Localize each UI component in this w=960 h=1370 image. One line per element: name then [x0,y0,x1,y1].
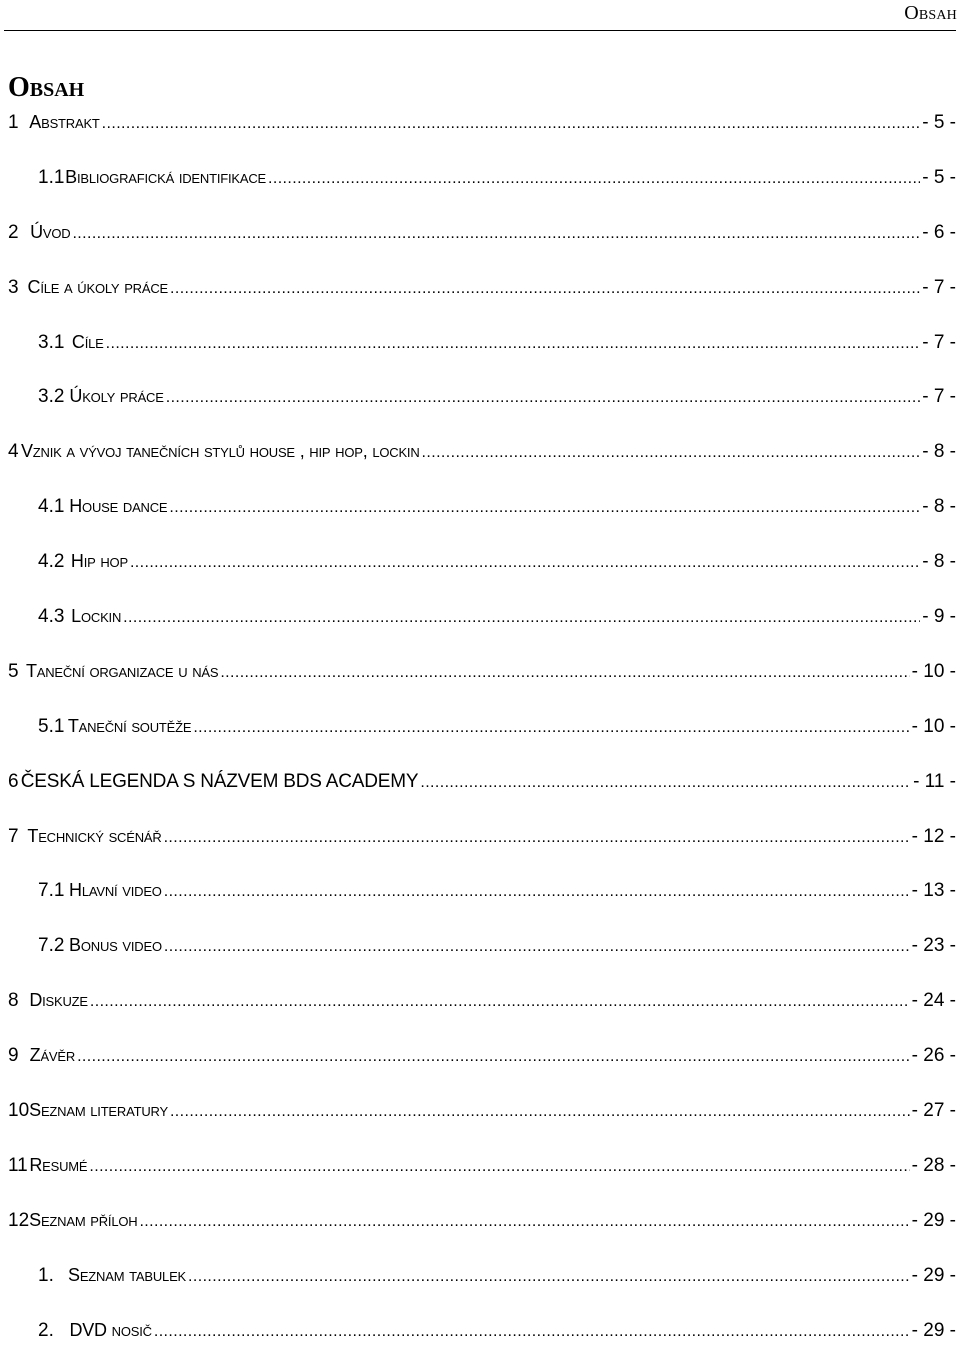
toc-entry-title: Cíle a úkoly práce [27,276,168,297]
toc-entry[interactable] [0,1096,960,1151]
toc-entry[interactable] [0,822,960,877]
toc-dot-leader [123,609,920,627]
toc-entry-page: - 27 - [911,1100,956,1122]
toc-entry-page: - 24 - [911,990,956,1012]
toc-entry-page: - 7 - [922,386,956,408]
toc-entry[interactable] [0,273,960,328]
toc-entry-title: Taneční soutěže [67,715,192,736]
toc-entry-number: 10 [8,1100,30,1122]
toc-entry-page: - 12 - [911,825,956,847]
toc-entry[interactable] [0,931,960,986]
toc-entry-title: Závěr [29,1045,76,1066]
toc-entry-title: Technický scénář [27,825,162,846]
toc-entry-number: 5 [8,660,19,682]
toc-entry-page: - 8 - [922,441,956,463]
toc-title: Obsah [8,72,85,103]
toc-entry-title: Seznam literatury [29,1100,168,1121]
toc-dot-leader [139,1213,909,1231]
toc-entry-title: DVD nosič [69,1319,152,1340]
toc-entry[interactable] [0,657,960,712]
toc-entry-page: - 6 - [922,221,956,243]
toc-entry-number: 2 [8,221,19,243]
toc-entry-number: 3.1 [38,331,65,353]
toc-entry-page: - 9 - [922,606,956,628]
toc-entry-page: - 13 - [911,880,956,902]
toc-entry-page: - 8 - [922,551,956,573]
toc-entry[interactable] [0,712,960,767]
toc-entry-page: - 26 - [911,1045,956,1067]
toc-entry-title: Seznam příloh [29,1209,138,1230]
toc-entry-number: 7.1 [38,880,65,902]
toc-entry-title: Resumé [29,1154,88,1175]
toc-entry-number: 2. [38,1319,54,1341]
toc-entry-number: 4.1 [38,496,65,518]
toc-entry-number: 9 [8,1045,19,1067]
toc-dot-leader [90,993,910,1011]
toc-entry-page: - 7 - [922,276,956,298]
toc-dot-leader [89,1158,909,1176]
toc-entry-title: Vznik a vývoj tanečních stylů house , hip hop, lockin [20,441,420,462]
toc-dot-leader [102,115,921,133]
toc-entry[interactable] [0,602,960,657]
toc-entry[interactable] [0,437,960,492]
toc-dot-leader [170,1103,910,1121]
toc-entry[interactable] [0,1151,960,1206]
toc-entry-number: 11 [8,1154,28,1176]
toc-entry-number: 5.1 [38,715,65,737]
toc-entry-page: - 28 - [911,1154,956,1176]
toc-dot-leader [164,938,910,956]
toc-dot-leader [169,499,920,517]
toc-dot-leader [154,1323,910,1341]
toc-entry[interactable] [0,1206,960,1261]
toc-entry[interactable] [0,492,960,547]
toc-dot-leader [170,280,920,298]
toc-entry-title: ČESKÁ LEGENDA S NÁZVEM BDS ACADEMY [20,770,419,792]
toc-dot-leader [220,664,909,682]
toc-entry-title: Seznam tabulek [68,1264,187,1285]
toc-entry-page: - 10 - [911,715,956,737]
toc-entry-title: House dance [69,496,168,517]
toc-entry-title: Lockin [71,606,122,627]
toc-dot-leader [420,774,911,792]
toc-entry-number: 1 [8,112,19,133]
toc-entry-title: Hlavní video [69,880,162,901]
toc-entry-title: Diskuze [29,990,88,1011]
toc-entry-page: - 23 - [911,935,956,957]
toc-entry-number: 6 [8,770,19,792]
toc-entry[interactable] [0,876,960,931]
toc-entry-number: 12 [8,1209,30,1231]
toc-entry[interactable] [0,163,960,218]
toc-entry-title: Bonus video [69,935,162,956]
toc-entry-number: 7 [8,825,19,847]
toc-entry[interactable] [0,382,960,437]
toc-entry-number: 1. [38,1264,54,1286]
toc-dot-leader [77,1048,910,1066]
toc-dot-leader [188,1268,910,1286]
toc-dot-leader [106,335,921,353]
toc-entry-title: Hip hop [70,551,128,572]
toc-dot-leader [166,389,921,407]
toc-entry-title: Bibliografická identifikace [65,166,267,187]
toc-entry-number: 4.2 [38,551,65,573]
toc-entry[interactable] [0,328,960,383]
toc-entry-page: - 29 - [911,1319,956,1341]
toc-entry-page: - 29 - [911,1209,956,1231]
toc-entry-number: 4.3 [38,606,65,628]
running-header-title: Obsah [904,2,957,24]
toc-entry[interactable] [0,767,960,822]
toc-list [0,108,960,1370]
toc-entry-number: 3.2 [38,386,65,408]
toc-dot-leader [193,719,909,737]
toc-entry-number: 8 [8,990,19,1012]
toc-dot-leader [72,225,920,243]
toc-entry[interactable] [0,986,960,1041]
toc-entry-number: 1.1 [38,166,65,188]
toc-entry-number: 7.2 [38,935,65,957]
toc-entry-title: Úkoly práce [69,386,164,407]
toc-entry-title: Taneční organizace u nás [25,660,219,681]
toc-entry[interactable] [0,218,960,273]
toc-entry[interactable] [0,547,960,602]
toc-entry-page: - 5 - [922,166,956,188]
toc-entry-page: - 29 - [911,1264,956,1286]
toc-dot-leader [268,170,920,188]
toc-entry-page: - 8 - [922,496,956,518]
toc-entry[interactable] [0,108,960,163]
toc-entry-page: - 5 - [922,112,956,133]
header-rule [4,30,956,31]
toc-entry-page: - 7 - [922,331,956,353]
toc-dot-leader [164,829,910,847]
toc-entry-number: 3 [8,276,19,298]
running-header [0,0,960,34]
toc-entry[interactable] [0,1261,960,1316]
toc-dot-leader [422,444,921,462]
toc-dot-leader [164,883,910,901]
toc-entry-title: Úvod [30,221,71,242]
toc-entry-title: Cíle [71,331,104,352]
toc-entry-title: Abstrakt [29,112,100,132]
toc-entry[interactable] [0,1041,960,1096]
toc-entry-page: - 11 - [913,770,956,792]
toc-entry-number: 4 [8,441,19,463]
toc-dot-leader [130,554,920,572]
toc-entry-page: - 10 - [911,660,956,682]
toc-entry[interactable] [0,1316,960,1370]
